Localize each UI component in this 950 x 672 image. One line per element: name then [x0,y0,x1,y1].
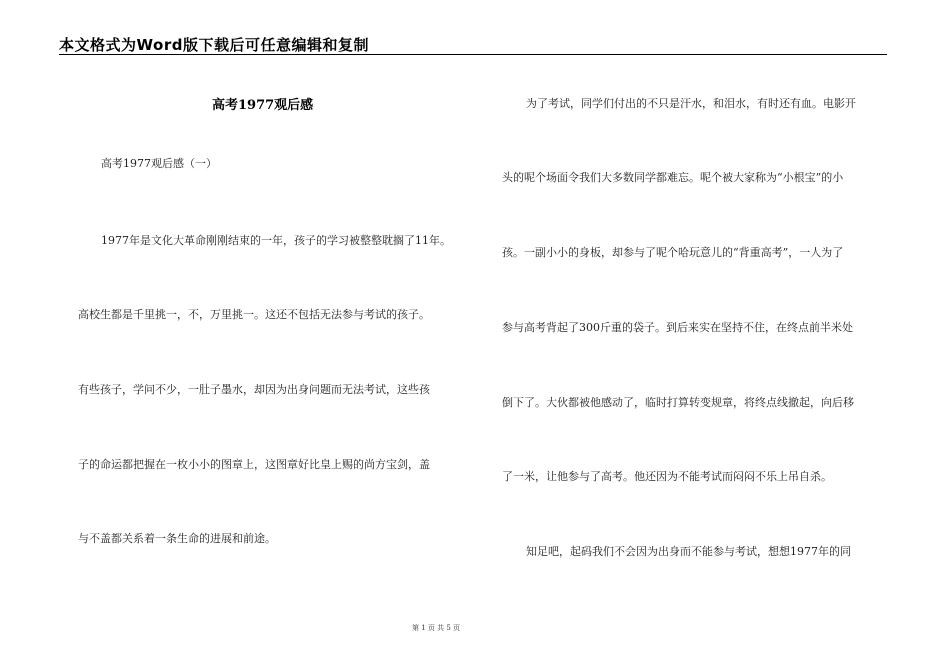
left-line-1: 高考1977观后感（一） [101,157,217,170]
right-line-6: 了一米，让他参与了高考。他还因为不能考试而闷闷不乐上吊自杀。 [502,470,832,483]
header-divider [59,54,887,55]
right-line-5: 倒下了。大伙都被他感动了，临时打算转变规章，将终点线撤起，向后移 [502,396,854,409]
article-title: 高考1977观后感 [212,98,314,113]
left-line-5: 子的命运都把握在一枚小小的图章上，这图章好比皇上赐的尚方宝剑，盖 [78,458,430,471]
left-line-4: 有些孩子，学问不少，一肚子墨水，却因为出身问题而无法考试，这些孩 [78,383,430,396]
left-line-2: 1977年是文化大革命刚刚结束的一年，孩子的学习被整整耽搁了11年。 [101,234,451,247]
page-number: 第 1 页 共 5 页 [412,624,461,632]
document-header-title: 本文格式为Word版下载后可任意编辑和复制 [59,36,369,54]
left-line-3: 高校生都是千里挑一，不，万里挑一。这还不包括无法参与考试的孩子。 [78,308,430,321]
right-line-1: 为了考试，同学们付出的不只是汗水，和泪水，有时还有血。电影开 [526,97,856,110]
right-line-2: 头的呢个场面令我们大多数同学都难忘。呢个被大家称为“小根宝”的小 [502,171,844,184]
right-line-3: 孩。一副小小的身板，却参与了呢个哈玩意儿的“背重高考”，一人为了 [502,246,844,259]
left-line-6: 与不盖都关系着一条生命的进展和前途。 [78,532,276,545]
right-line-4: 参与高考背起了300斤重的袋子。到后来实在坚持不住，在终点前半米处 [502,321,853,334]
right-line-7: 知足吧，起码我们不会因为出身而不能参与考试，想想1977年的同 [526,545,851,558]
